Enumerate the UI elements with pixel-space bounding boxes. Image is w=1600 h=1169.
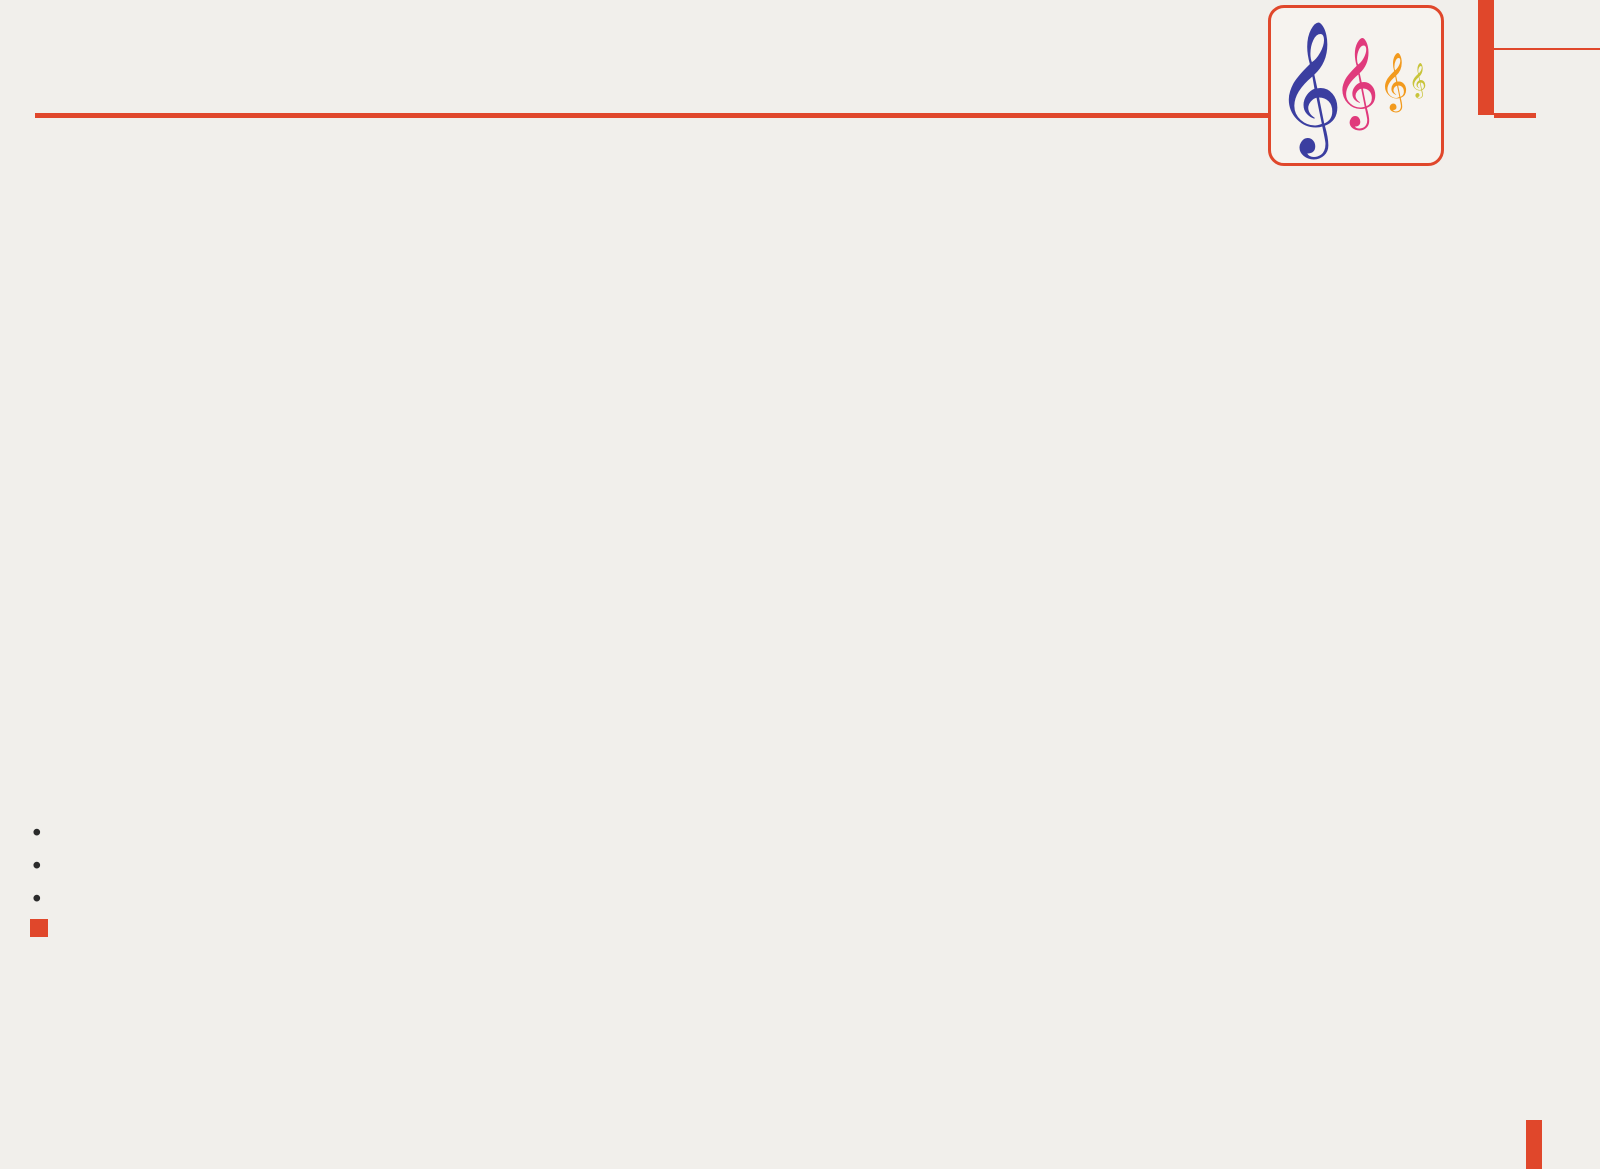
- list-item-calderon: •: [30, 887, 44, 913]
- treble-clef-orange-icon: 𝄞: [1379, 52, 1409, 110]
- prolongation-signs-list: [30, 818, 50, 917]
- list-item-ligadura: •: [30, 854, 44, 880]
- treble-clef-blue-icon: 𝄞: [1275, 20, 1343, 154]
- treble-clef-yellow-icon: 𝄞: [1409, 63, 1427, 98]
- rhythm-exercise-staff: [50, 962, 1390, 1092]
- practice-instruction: [30, 918, 56, 944]
- list-item-puntillo: •: [30, 821, 44, 847]
- page-number-bar: [1526, 1120, 1542, 1169]
- square-bullet-icon: [30, 919, 48, 937]
- treble-clef-pink-icon: 𝄞: [1333, 37, 1380, 127]
